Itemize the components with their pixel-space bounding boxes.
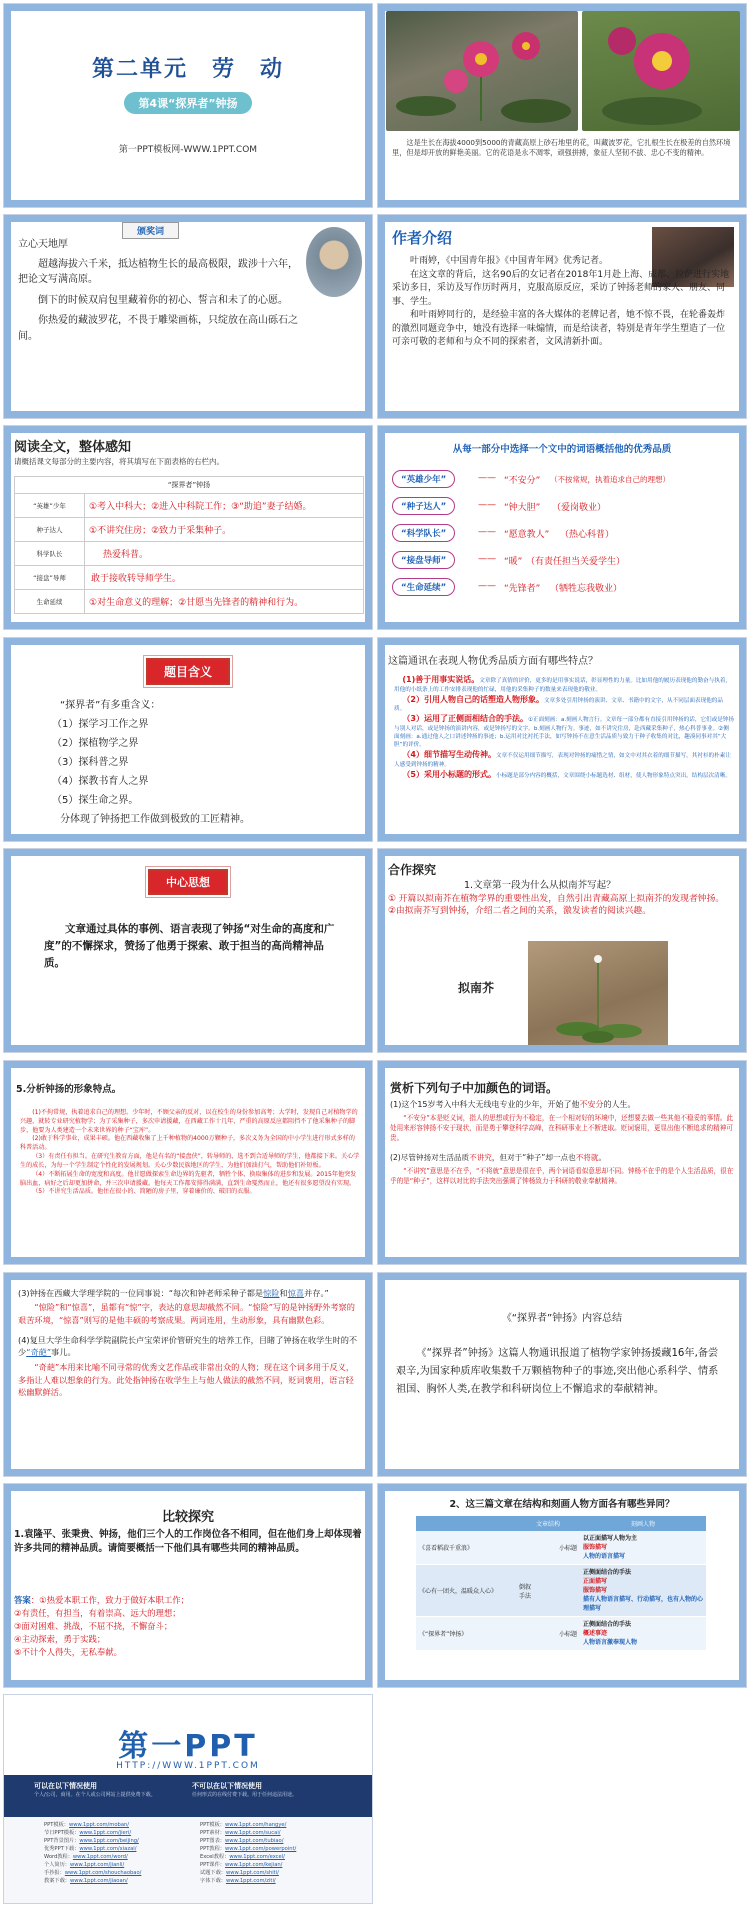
list-item: （2）引用人物自己的话塑造人物形象。文章多处引用钟扬的演讲、文章、书籍中的文字，从不同层面表现他的品质。: [394, 694, 723, 713]
plant-label: 拟南芥: [458, 981, 495, 995]
highlight-word: 不将就: [575, 1152, 599, 1162]
question-2: (2)尽管钟扬对生活品质不讲究，但对于“种子”却一点也不将就。: [390, 1152, 607, 1162]
question-4: (4)复旦大学生命科学学院副院长卢宝荣评价管研究生的培养工作，目睹了钟扬在收学生时的不少“奇葩”事儿。: [18, 1334, 358, 1358]
col-header: 文章结构: [535, 1521, 560, 1528]
award-tag: 颁奖词: [122, 222, 179, 239]
slide-5-overview: [3, 425, 373, 630]
answer-row: ④主动探索，勇于实践；: [14, 1634, 106, 1645]
list-item: (2)敢于科学事业，成果丰硕。他在西藏收集了上千种植物的4000万颗种子，多次义务为全国的中小学生进行形式多样的科普活动。: [20, 1135, 355, 1152]
award-para-2: 倒下的时候双肩包里藏着你的初心、誓言和未了的心愿。: [38, 294, 288, 306]
answer-4: “奇葩”本用来比喻不同寻常的优秀文艺作品或非常出众的人物；现在这个词多用于反义，多指让人难以想象的行为。此处指钟扬在收学生上与他人做法的截然不同，贬词褒用，语言轻松幽默鲜活。: [18, 1362, 355, 1398]
overview-table-head: “探界者”钟扬: [15, 477, 364, 494]
comparison-title: 比较探究: [161, 1510, 214, 1525]
slide-1-title: [3, 3, 373, 208]
qualities-title: 从每一部分中选择一个文中的词语概括他的优秀品质: [452, 444, 672, 455]
slide-11-image-traits: [3, 1060, 373, 1265]
answer-2: “不讲究”意思是不在乎，“不将就”意思是很在乎，两个词语看似意思却不同。钟杨不在乎的是个人生活品质，很在乎的是“种子”，这样以对比的手法突出强调了钟杨致力于科研的敬业奉献精神。: [390, 1167, 734, 1185]
quality-desc: （有责任担当关爱学生）: [526, 557, 626, 567]
structure-table: [416, 1516, 706, 1650]
table-row: 《“探界者”钟扬》 小标题 正侧面结合的手法 概述事迹 人物语言激奉现人物: [416, 1617, 706, 1651]
col-header: 刻画人物: [630, 1521, 655, 1528]
slide-14-summary: [377, 1272, 747, 1477]
table-row: [15, 590, 364, 614]
answer-3: “惊险”和“惊喜”，虽都有“惊”字，表达的意思却截然不同。“惊险”写的是钟扬野外考察的艰苦环境，“惊喜”则写的是他丰硕的考察成果。两词连用，生动形象，具有幽默色彩。: [18, 1302, 355, 1325]
inquiry-question: 1.文章第一段为什么从拟南芥写起？: [464, 880, 616, 891]
link-item[interactable]: 手抄报：www.1ppt.com/shouchaobao/: [44, 1870, 142, 1877]
comparison-question: 1.袁隆平、张秉贵、钟扬，他们三个人的工作岗位各不相同，但在他们身上却体现着许多共同的精神品质。请简要概括一下他们具有哪些共同的精神品质。: [14, 1529, 362, 1555]
quality-word: “钟大胆”: [504, 503, 541, 513]
structure-label: 小标题: [558, 1631, 577, 1638]
table-row: 《心有一团火，温暖众人心》 倒叙 手法 正侧面结合的手法 正面描写 服饰描写 描有人物语言描写、行动描写，也有人物的心理描写: [416, 1565, 706, 1617]
quality-pill: “科学队长”: [392, 524, 455, 542]
brand-logo: 第一PPT: [118, 1729, 258, 1764]
slide-16-structure-table: [377, 1483, 747, 1688]
link-item[interactable]: 字体下载：www.1ppt.com/ziti/: [200, 1878, 276, 1885]
link-item[interactable]: PPT课件：www.1ppt.com/kejian/: [200, 1862, 283, 1869]
link-item[interactable]: 优秀PPT下载：www.1ppt.com/xiazai/: [44, 1846, 137, 1853]
quality-pill: “接盘导师”: [392, 551, 455, 569]
link-item[interactable]: PPT背景图片：www.1ppt.com/beijing/: [44, 1838, 139, 1845]
question-3: (3)钟扬在西藏大学理学院的一位同事说：“每次和钟老师采种子都是惊险和惊喜并存。”: [18, 1288, 329, 1298]
quality-row: “英雄少年” —— “不安分” （不按常规，执着追求自己的理想）: [392, 470, 736, 497]
article-name: 《心有一团火，温暖众人心》: [416, 1565, 516, 1617]
table-row: [15, 542, 364, 566]
quality-pill: “生命延续”: [392, 578, 455, 596]
list-item: （2）探植物学之界: [52, 738, 139, 749]
table-row: [15, 494, 364, 518]
highlight-word: “奇葩”: [26, 1347, 52, 1358]
features-title: 这篇通讯在表现人物优秀品质方面有哪些特点？: [388, 656, 598, 667]
link-item[interactable]: PPT模板：www.1ppt.com/hangye/: [200, 1822, 287, 1828]
author-para-2: 在这文章的背后，这名90后的女记者在2018年1月赴上海、成都、拉萨进行实地采访多日，采访及写作历时两月，克服高原反应，采访了钟扬老师的家人、朋友、同事、学生。: [392, 269, 730, 307]
structure-label: 倒叙: [519, 1583, 532, 1591]
article-name: 《“探界者”钟扬》: [419, 1631, 468, 1638]
link-item[interactable]: Excel教程：www.1ppt.com/excel/: [200, 1854, 285, 1861]
slide-7-title-meaning: [3, 637, 373, 842]
quality-row: “科学队长” —— “愿意教人” （热心科普）: [392, 524, 736, 551]
table-row: [15, 566, 364, 590]
list-item: （3）有责任有担当。在研究生教育方面，他是有名的“接盘侠”，转导师的、选不到合适导师的学生，他都接下来。关心学生的成长，为每一个学生制定个性化的发展规划。关心少数民族地区的学生，为他们加油打气，帮助他们补短板。: [20, 1153, 360, 1169]
lesson-subtitle: 第4课“探界者”钟扬: [124, 92, 251, 114]
forbidden-text: 任何形式的在线付费下载。用于任何违法用途。: [192, 1792, 298, 1798]
flower-image: [582, 11, 740, 131]
meaning-intro: “探界者”有多重含义：: [60, 700, 161, 711]
row-answer: 热爱科普。: [85, 542, 364, 566]
quality-row: “接盘导师” —— “暖” （有责任担当关爱学生）: [392, 551, 736, 578]
inquiry-title: 合作探究: [388, 863, 437, 877]
row-label: 科学队长: [15, 542, 85, 566]
answer-row: ③面对困难、挑战，不屈不挠，不懈奋斗；: [14, 1621, 173, 1632]
table-row: 《喜看稻菽千重浪》 小标题 以正面描写人物为主 服饰描写 人物的语言描写: [416, 1531, 706, 1565]
row-label: “接盘”导师: [15, 566, 85, 590]
quality-row: “种子达人” —— “钟大胆” （爱岗敬业）: [392, 497, 736, 524]
quality-word: “不安分”: [504, 476, 541, 486]
table-row: [15, 518, 364, 542]
link-item[interactable]: 教案下载：www.1ppt.com/jiaoan/: [44, 1878, 128, 1885]
link-item[interactable]: PPT素材：www.1ppt.com/sucai/: [200, 1830, 281, 1837]
meaning-outro: 分体现了钟扬把工作做到极致的工匠精神。: [60, 814, 250, 825]
slide-6-qualities: [377, 425, 747, 630]
list-item: (1)不拘常规，执着追求自己的理想。少年时，不顾父亲的反对，以在校生的身份参加高考；大学时，发现自己对植物学的兴趣，就转专业研究植物学；为了采集种子，多次申请援藏，在西藏工作十几年，严重的高原反应都阻挡不了他采集种子的脚步，他要为人类建造一个未来世界的种子“宝库”。: [20, 1109, 358, 1134]
slide-3-award: [3, 214, 373, 419]
allowed-heading: 可以在以下情况使用: [34, 1782, 97, 1790]
highlight-word: 不讲究: [469, 1152, 492, 1162]
author-title: 作者介绍: [392, 229, 453, 247]
link-item[interactable]: 试题下载：www.1ppt.com/shiti/: [200, 1870, 279, 1877]
slide-12-word-analysis: [377, 1060, 747, 1265]
highlight-word: 惊喜: [287, 1288, 305, 1298]
flower-photo-1: [386, 11, 578, 131]
slide-9-central-idea: [3, 848, 373, 1053]
answer-1: “不安分”本是贬义词，指人的思想或行为不稳定，在一个相对好的环境中，还想要去做一些其他不稳妥的事情。此处用来形容钟扬不安于现状，而是勇于攀登科学高峰，在科研事业上不断进取。贬词褒用，更显出他不断追求的精神可贵。: [390, 1114, 734, 1142]
quality-word: “愿意教人”: [504, 530, 550, 540]
link-item[interactable]: PPT模板：www.1ppt.com/moban/: [44, 1822, 130, 1828]
quality-word: “先锋者”: [504, 584, 541, 594]
quality-pill: “英雄少年”: [392, 470, 455, 488]
award-para-1: 超越海拔六千米，抵达植物生长的最高极限，跋涉十六年，把论文写满高原。: [18, 258, 298, 285]
author-para-1: 叶雨婷，《中国青年报》《中国青年网》优秀记者。: [410, 256, 609, 266]
answer-row: 答案：①热爱本职工作，致力于做好本职工作；: [14, 1595, 190, 1605]
brand-url: HTTP://WWW.1PPT.COM: [116, 1761, 260, 1771]
quality-row: “生命延续” —— “先锋者” （牺牲忘我敬业）: [392, 578, 736, 605]
allowed-text: 个人/公司，商用。在个人或公司网站上提供免费下载。: [34, 1792, 156, 1798]
quality-desc: （牺牲忘我敬业）: [550, 584, 623, 594]
answer-label: 答案: [14, 1595, 31, 1605]
author-para-3: 和叶雨婷同行的，是经验丰富的各大媒体的老牌记者，她不惊不畏，在轮番轰炸的激烈同题竞争中，她没有选择一味煽情，而是给读者，特别是青年学生塑造了一位可亲可敬的老师和与众不同的探索者，文风清新扑面。: [392, 310, 726, 347]
forbidden-heading: 不可以在以下情况使用: [192, 1782, 262, 1790]
row-answer: ①对生命意义的理解；②甘愿当先锋者的精神和行为。: [85, 590, 364, 614]
highlight-word: 不安分: [579, 1100, 604, 1109]
list-item: (1)善于用事实说话。文章除了真情的评价，更多的是用事实说话，彰显理性的力量。比如用他的履历表现他的勤奋与执着，用他的小纸条上的工作安排表现他的忙碌，用他的采集种子的数量来表现他的敬业。: [394, 675, 732, 693]
section-title: 中心思想: [148, 869, 228, 895]
structure-label: 手法: [519, 1592, 532, 1600]
inquiry-answer-1: ① 开篇以拟南芥在植物学界的重要性出发，自然引出青藏高原上拟南芥的发现者钟扬。: [388, 894, 725, 904]
answer-row: ②有责任，有担当，有着崇高、远大的理想；: [14, 1608, 181, 1619]
flower-caption: 这是生长在海拔4000到5000的青藏高原上砂石地里的花，叫藏波罗花，它扎根生长在极差的自然环境里，但是却开放的鲜艳美丽。它的花语是永不凋零，顽强拼搏，象征人坚韧不拔、忠心不变的精神。: [392, 138, 731, 158]
summary-title: 《“探界者”钟扬》内容总结: [501, 1313, 623, 1324]
list-item: （3）探科普之界: [52, 757, 129, 768]
overview-note: 请概括课文每部分的主要内容，将其填写在下面表格的右栏内。: [14, 457, 224, 466]
flower-photo-2: [582, 11, 740, 131]
plant-photo: [528, 941, 668, 1045]
section-title: 题目含义: [146, 658, 230, 685]
row-label: 种子达人: [15, 518, 85, 542]
question-1: (1)这个15岁考入中科大无线电专业的少年，开始了他不安分的人生。: [390, 1100, 636, 1109]
traits-title: 5.分析钟扬的形象特点。: [16, 1084, 122, 1095]
row-answer: ①不讲究住房；②致力于采集种子。: [85, 518, 364, 542]
row-answer: ①考入中科大；②进入中科院工作；③“助追”妻子结婚。: [85, 494, 364, 518]
page-title: 第二单元 劳 动: [91, 57, 284, 82]
row-label: 生命延续: [15, 590, 85, 614]
source-text: 第一PPT模板网-WWW.1PPT.COM: [118, 145, 258, 155]
article-name: 《喜看稻菽千重浪》: [416, 1531, 516, 1565]
highlight-word: 惊险: [263, 1288, 280, 1298]
link-item[interactable]: PPT教程：www.1ppt.com/powerpoint/: [200, 1846, 297, 1853]
slide-13-word-analysis-2: [3, 1272, 373, 1477]
row-label: “英雄”少年: [15, 494, 85, 518]
answer-row: ⑤不计个人得失，无私奉献。: [14, 1647, 123, 1658]
slide-15-comparison: [3, 1483, 373, 1688]
award-heading: 立心天地厚: [18, 239, 68, 250]
quality-desc: （爱岗敬业）: [552, 503, 607, 513]
link-item[interactable]: 节日PPT模板：www.1ppt.com/jieri/: [44, 1830, 132, 1837]
quality-pill: “种子达人”: [392, 497, 455, 515]
analysis-title: 赏析下列句子中加颜色的词语。: [390, 1081, 559, 1095]
slide-4-author: [377, 214, 747, 419]
inquiry-answer-2: ②由拟南芥写到钟扬，介绍二者之间的关系，激发读者的阅读兴趣。: [388, 906, 651, 917]
central-idea-text: 文章通过具体的事例、语言表现了钟扬“对生命的高度和广度”的不懈探求，赞扬了他勇于探索、敢于担当的高尚精神品质。: [44, 923, 335, 969]
list-item: （5）采用小标题的形式。小标题是部分内容的概括，文章围绕小标题选材、组材，使人物形象特点突出，结构层次清晰。: [402, 770, 731, 780]
overview-title: 阅读全文，整体感知: [14, 440, 132, 455]
flower-image: [386, 11, 578, 131]
link-item[interactable]: Word教程：www.1ppt.com/word/: [44, 1854, 128, 1861]
slide-8-features: [377, 637, 747, 842]
link-item[interactable]: 个人简历：www.1ppt.com/jianli/: [44, 1862, 125, 1869]
plant-image: [528, 941, 668, 1045]
link-item[interactable]: PPT图表：www.1ppt.com/tubiao/: [200, 1838, 284, 1845]
list-item: （5）探生命之界。: [52, 795, 139, 806]
overview-table: [14, 476, 364, 614]
row-answer: 敢于接收转导师学生。: [85, 566, 364, 590]
list-item: （4）不断拓展生命的宽度和高度。他甘愿做探索生命边界的先驱者，牺牲个体，换取集体的进步和发展。2015年他突发脑出血，病好之后却更加拼命，并三次申请援藏。他每天工作都安排得满满，直到生命戛然而止，他还有很多愿望没有实现。: [20, 1170, 357, 1187]
links-panel: [4, 1817, 372, 1903]
summary-text: 《“探界者”钟扬》这篇人物通讯报道了植物学家钟扬援藏16年,备尝艰辛,为国家种质库收集数千万颗植物种子的事迹,突出他心系科学、情系祖国、胸怀人类,在教学和科研岗位上不懈追求的奉献精神。: [396, 1348, 719, 1395]
list-item: （3）运用了正侧面相结合的手法。①正面刻画：a.刻画人物言行。文章每一部分都有直接引用钟扬的话，它们或是钟扬与别人对话，或是钟扬的演讲内容，或是钟扬写的文字。b.刻画人物行为。事迹，如不讲究住房，赴西藏采集种子，热心科普事业。②侧面刻画：a.通过他人之口讲述钟扬的事迹；b.运用对比衬托手法，如写钟扬不在意生活品质与致力于种子收集的对比，趣凑同事对其“大胆”的评价。: [394, 714, 734, 749]
list-item: （1）探学习工作之界: [52, 719, 149, 730]
slide-17-branding: [3, 1694, 373, 1904]
structure-title: 2、这三篇文章在结构和刻画人物方面各有哪些异同？: [449, 1499, 675, 1510]
list-item: （4）探教书育人之界: [52, 776, 149, 787]
quality-desc: （不按常规，执着追求自己的理想）: [550, 475, 670, 484]
slide-10-inquiry: [377, 848, 747, 1053]
list-item: （5）不讲究生活品质。他住在很小的、简陋的房子里，穿着廉价的、破旧的衣服。: [32, 1188, 256, 1196]
structure-label: 小标题: [558, 1545, 577, 1552]
quality-word: “暖”: [504, 557, 523, 567]
quality-desc: （热心科普）: [560, 530, 615, 540]
award-para-3: 你热爱的藏波罗花，不畏于雕梁画栋，只绽放在高山砾石之间。: [18, 315, 298, 342]
list-item: （4）细节描写生动传神。文章不仅运用细节描写，表现对钟扬的痛惜之情，如文中对其衣着的细节描写，其衬衫的朴素让人感受到钟扬的精神。: [394, 750, 731, 768]
slide-2-flower: [377, 3, 747, 208]
portrait-photo: [306, 227, 362, 297]
